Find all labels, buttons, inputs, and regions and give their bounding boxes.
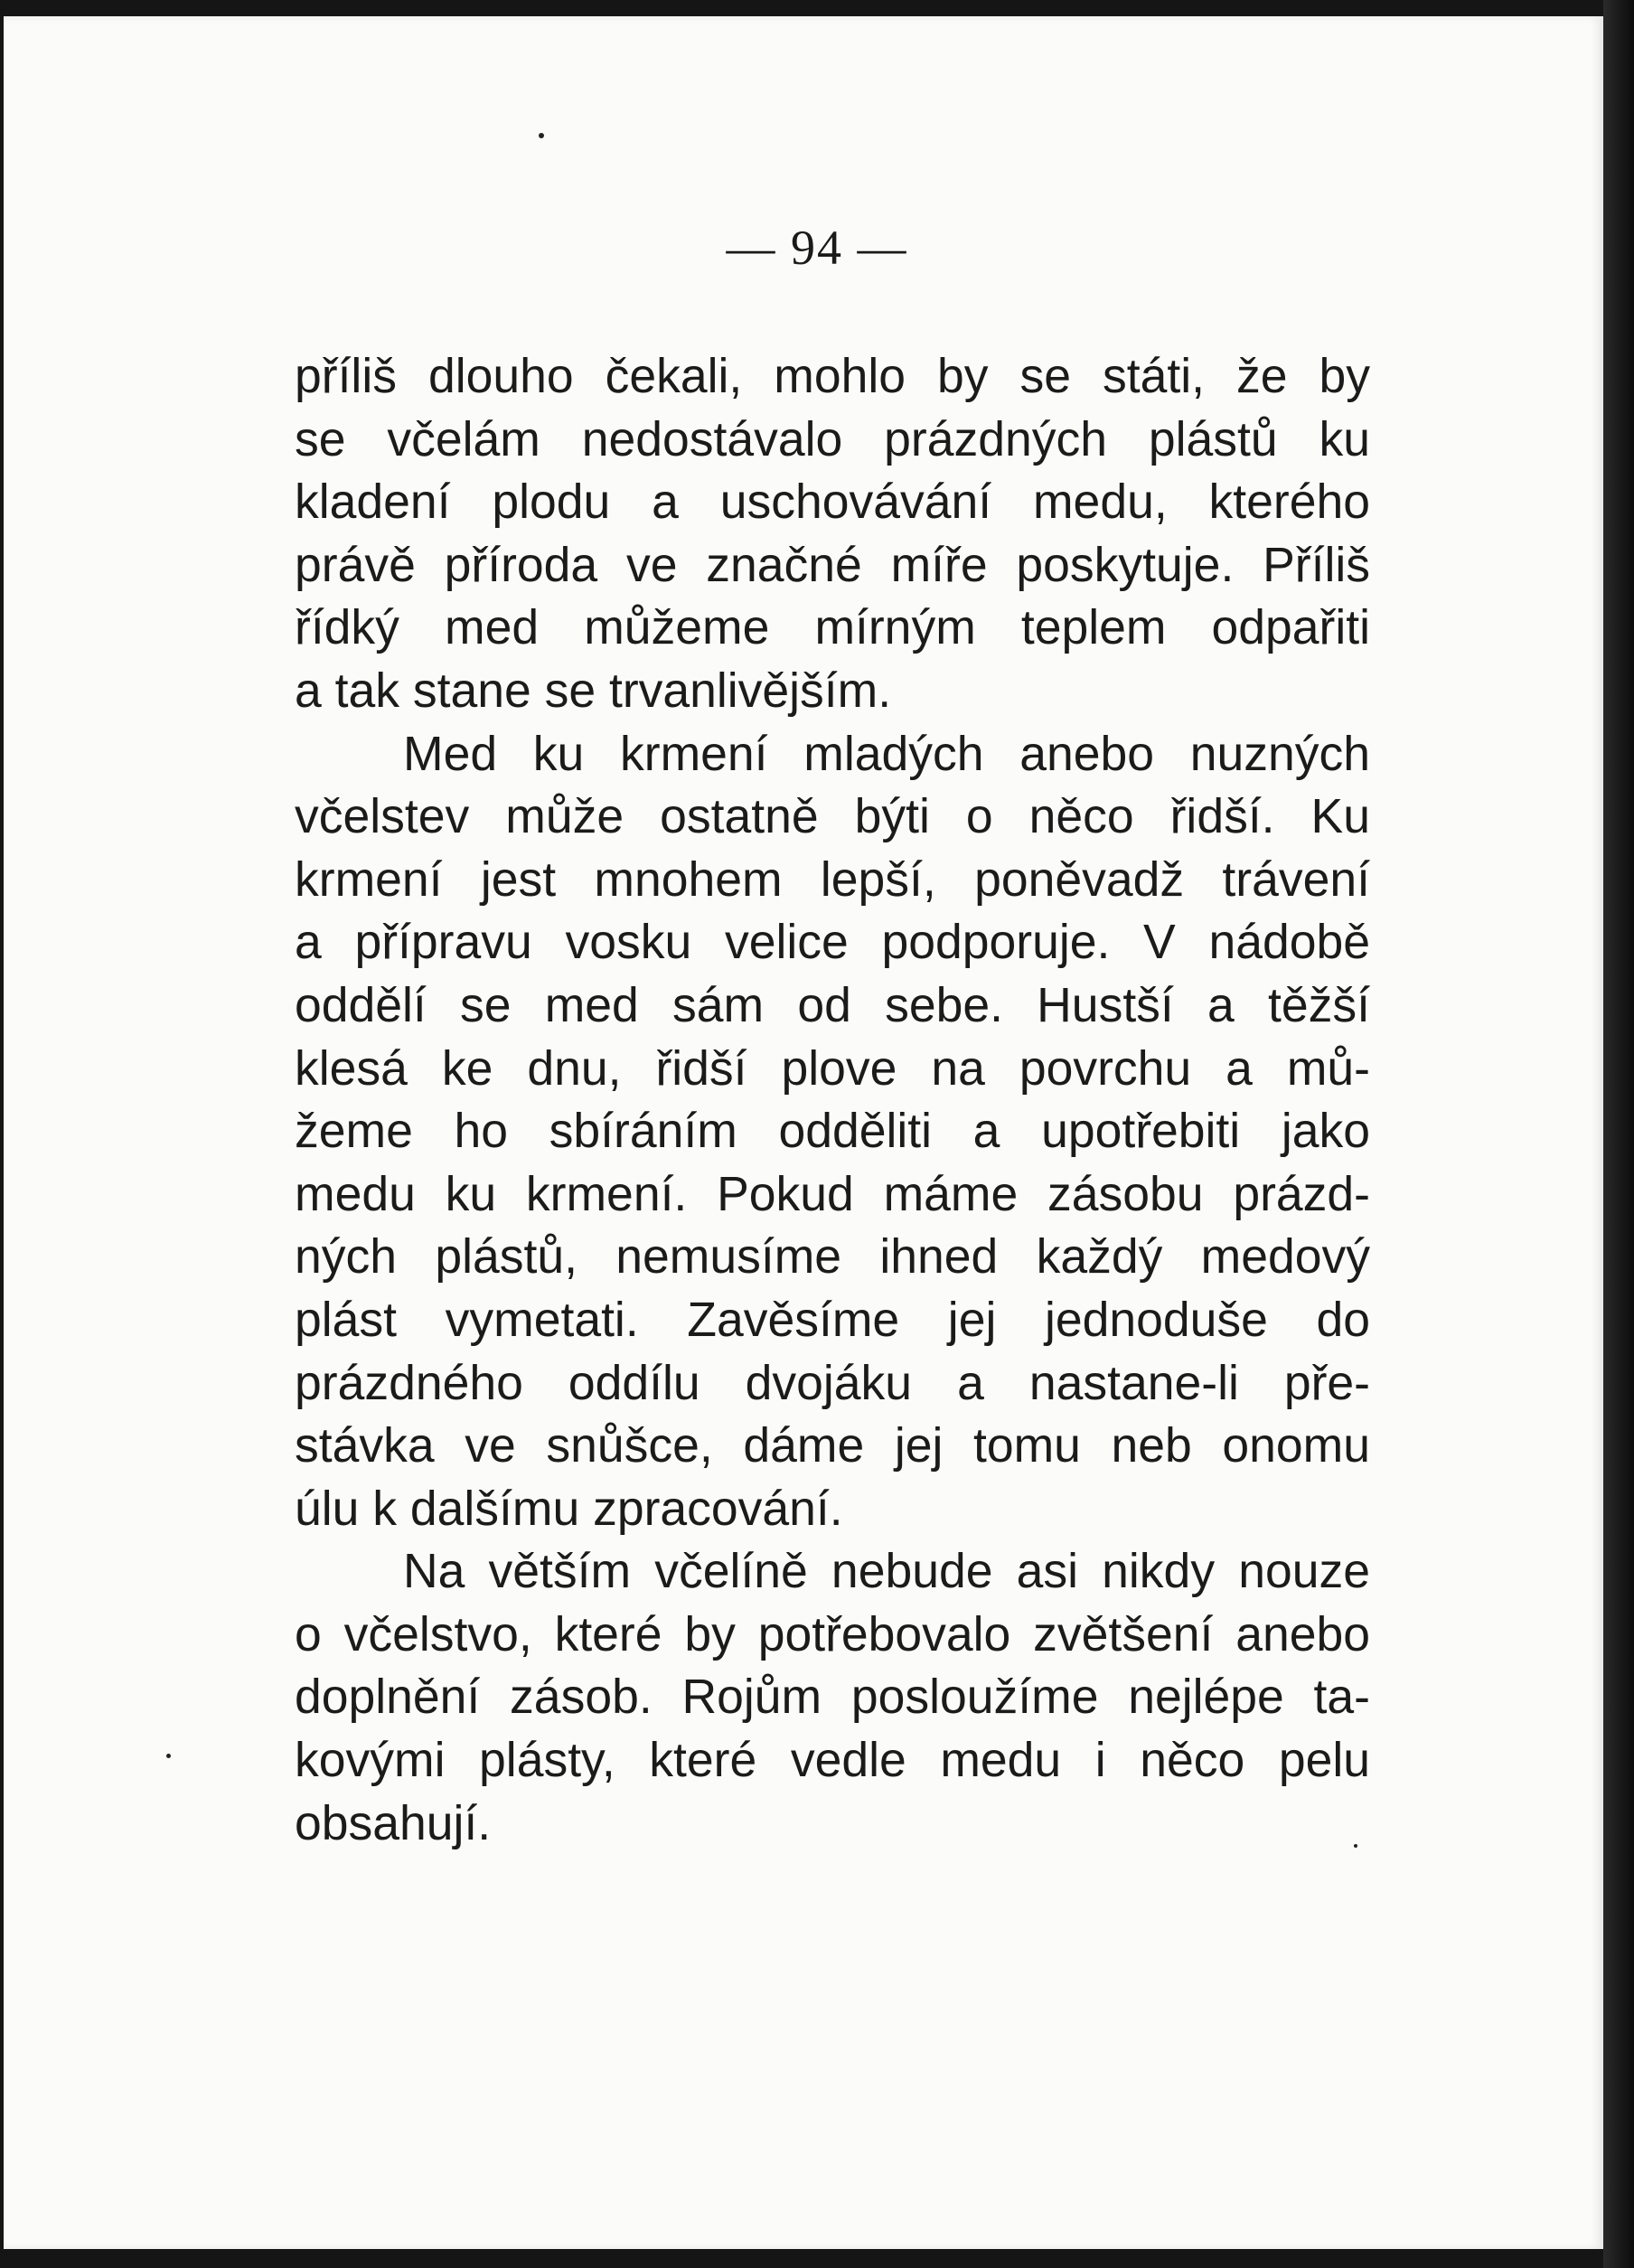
text-line: řídký med můžeme mírným teplem odpařiti — [295, 601, 1370, 655]
text-line: žeme ho sbíráním odděliti a upotřebiti jako — [295, 1105, 1370, 1159]
speck-mark — [166, 1754, 171, 1758]
text-line: Med ku krmení mladých anebo nuzných — [403, 727, 1370, 781]
text-line: včelstev může ostatně býti o něco řidší. Ku — [295, 790, 1370, 844]
text-line: kovými plásty, které vedle medu i něco pelu — [295, 1734, 1370, 1788]
page-number: — 94 — — [726, 221, 908, 275]
text-line: doplnění zásob. Rojům posloužíme nejlépe ta- — [295, 1670, 1370, 1725]
text-line: a přípravu vosku velice podporuje. V nádobě — [295, 916, 1370, 970]
text-line: krmení jest mnohem lepší, poněvadž trávení — [295, 852, 1370, 907]
text-line: stávka ve snůšce, dáme jej tomu neb onomu — [295, 1419, 1370, 1473]
body-text — [295, 345, 1370, 1855]
text-line: a tak stane se trvanlivějším. — [295, 663, 892, 718]
text-line: se včelám nedostávalo prázdných plástů ku — [295, 412, 1370, 466]
text-line: oddělí se med sám od sebe. Hustší a těžší — [295, 978, 1370, 1032]
text-line: obsahují. — [295, 1796, 492, 1850]
text-line: právě příroda ve značné míře poskytuje. Příliš — [295, 538, 1370, 592]
text-line: o včelstvo, které by potřebovalo zvětšení anebo — [295, 1607, 1370, 1661]
text-line: prázdného oddílu dvojáku a nastane-li pře- — [295, 1356, 1370, 1410]
text-line: plást vymetati. Zavěsíme jej jednoduše do — [295, 1293, 1370, 1347]
text-line: klesá ke dnu, řidší plove na povrchu a mů- — [295, 1041, 1370, 1096]
text-line: ných plástů, nemusíme ihned každý medový — [295, 1230, 1370, 1285]
page-spine-edge — [1603, 0, 1634, 2268]
text-line: kladení plodu a uschovávání medu, kterého — [295, 475, 1370, 530]
text-line: úlu k dalšímu zpracování. — [295, 1482, 843, 1536]
text-line: příliš dlouho čekali, mohlo by se státi, že by — [295, 350, 1370, 403]
text-line: medu ku krmení. Pokud máme zásobu prázd- — [295, 1167, 1370, 1221]
text-line: Na větším včelíně nebude asi nikdy nouze — [403, 1545, 1370, 1599]
speck-mark — [539, 133, 544, 138]
